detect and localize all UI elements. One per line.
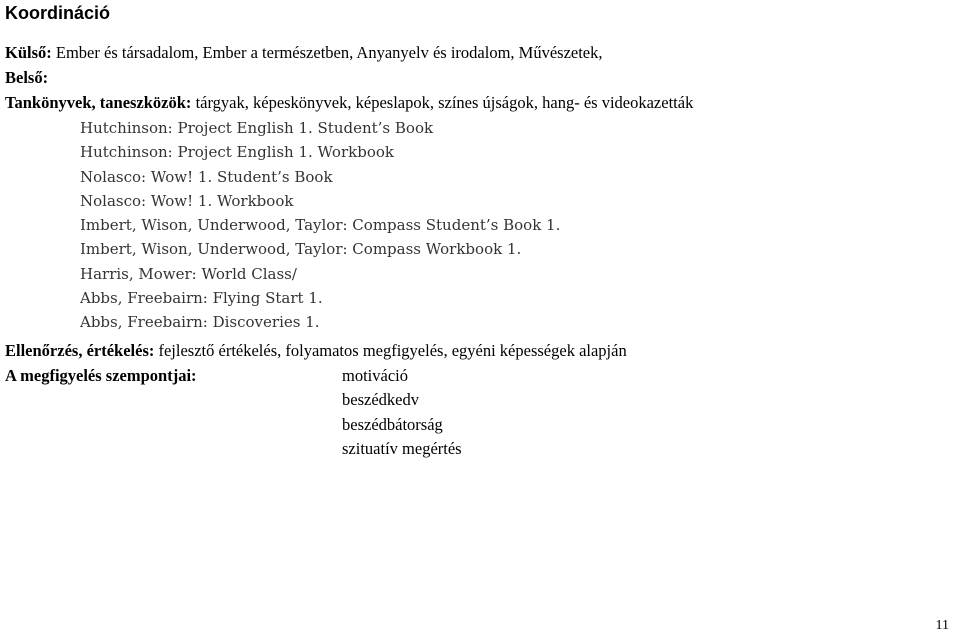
book-item: Abbs, Freebairn: Discoveries 1. [80,313,320,332]
ellenorzes-line [5,341,627,361]
book-item: Imbert, Wison, Underwood, Taylor: Compass Student’s Book 1. [80,216,561,235]
belso-line [5,68,48,88]
book-item: Nolasco: Wow! 1. Student’s Book [80,167,333,186]
criteria-item: beszédkedv [342,390,419,410]
kulso-text: Ember és társadalom, Ember a természetben, Anyanyelv és irodalom, Művészetek, [51,43,603,62]
belso-label: Belső: [5,68,49,87]
book-item: Imbert, Wison, Underwood, Taylor: Compass Workbook 1. [80,240,522,259]
section-heading: Koordináció [5,3,111,23]
criteria-item: motiváció [342,366,408,385]
tankonyvek-label: Tankönyvek, taneszközök: [5,93,192,112]
criteria-item: szituatív megértés [342,438,462,458]
book-item: Abbs, Freebairn: Flying Start 1. [80,289,323,308]
tankonyvek-text: tárgyak, képeskönyvek, képeslapok, színes újságok, hang- és videokazetták [191,93,694,112]
book-list [80,118,560,337]
tankonyvek-line [5,93,693,113]
book-item: Hutchinson: Project English 1. Student’s Book [80,119,434,137]
page-number: 11 [935,618,949,633]
book-item: Nolasco: Wow! 1. Workbook [80,191,294,210]
ellenorzes-label: Ellenőrzés, értékelés: [5,341,155,360]
kulso-label: Külső: [5,43,52,62]
criteria-item: beszédbátorság [342,414,443,434]
kulso-line [5,43,603,63]
megfigyeles-label: A megfigyelés szempontjai: [5,366,197,385]
criteria-list [342,366,462,463]
book-item: Hutchinson: Project English 1. Workbook [80,143,394,162]
ellenorzes-text: fejlesztő értékelés, folyamatos megfigyelés, egyéni képességek alapján [154,341,627,360]
book-item: Harris, Mower: World Class/ [80,264,297,283]
